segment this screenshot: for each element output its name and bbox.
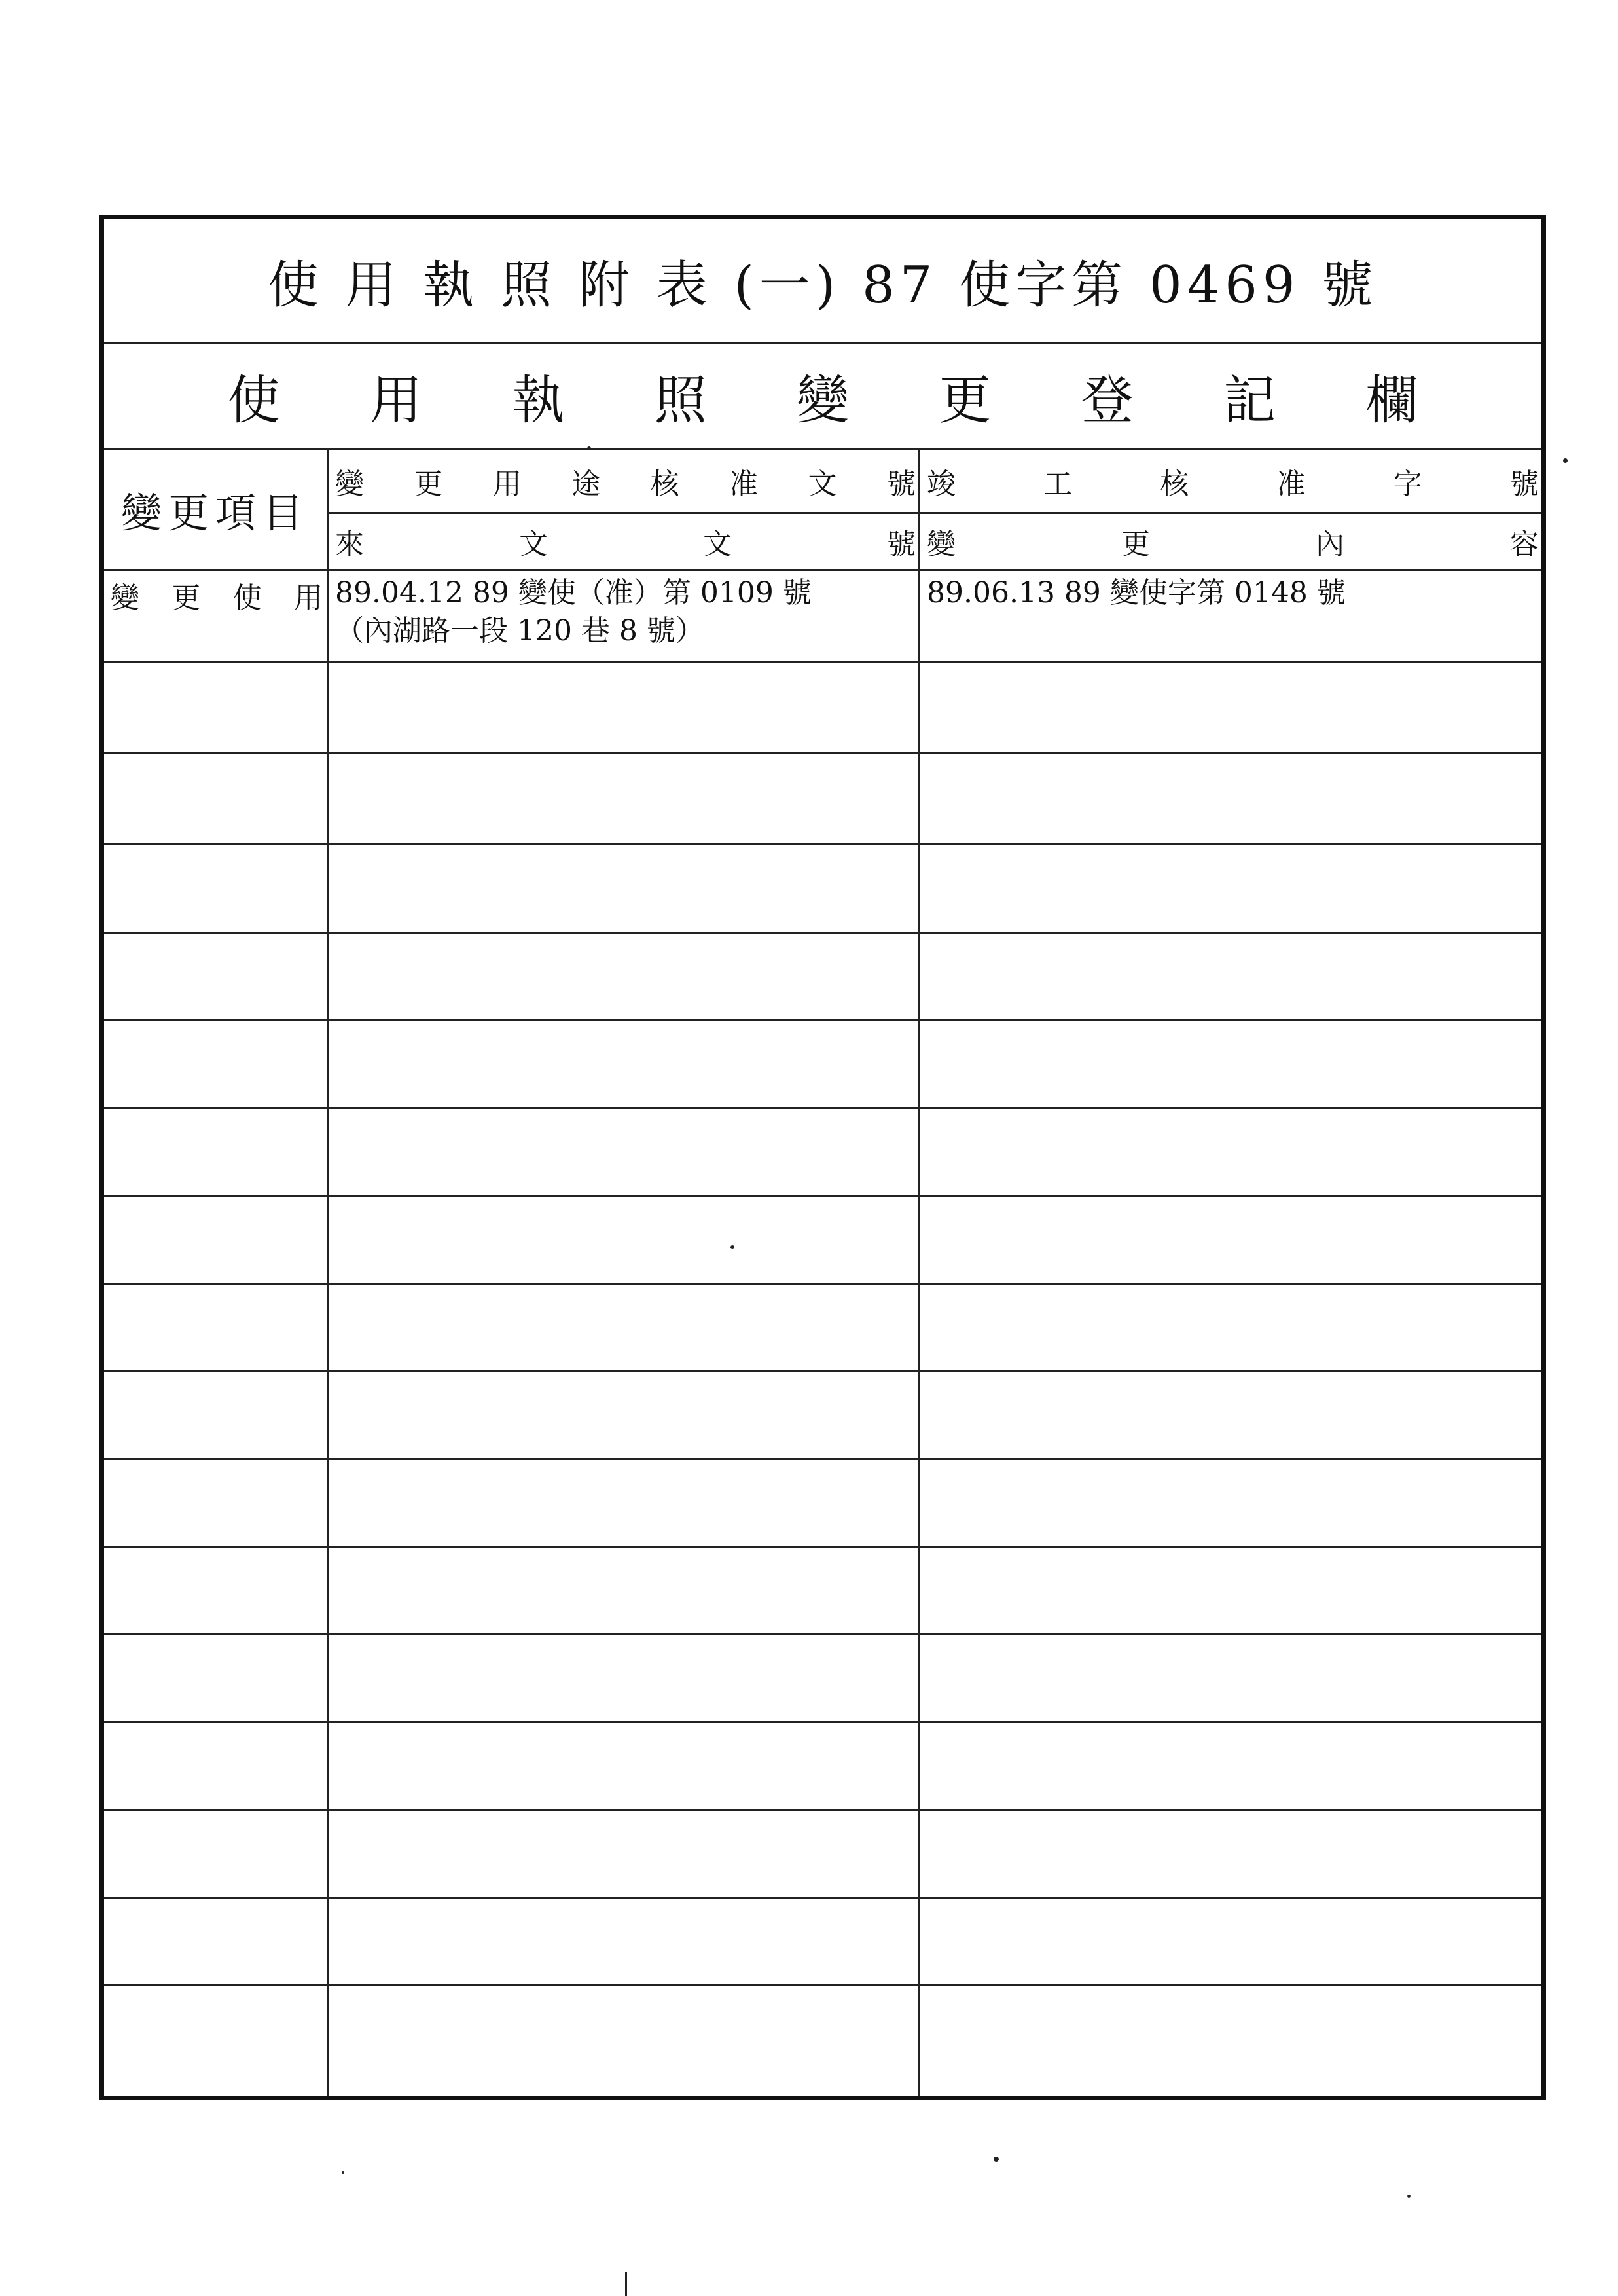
header-char: 容 <box>1510 528 1539 561</box>
header-incoming-doc <box>329 514 918 569</box>
scan-mark <box>625 2272 627 2296</box>
header-char: 工 <box>1043 467 1073 501</box>
header-char: 准 <box>729 467 759 501</box>
row-divider <box>104 1019 1541 1021</box>
row-divider <box>104 1897 1541 1899</box>
row-divider <box>104 843 1541 845</box>
header-char: 字 <box>1393 467 1422 501</box>
header-char: 號 <box>887 528 916 561</box>
row-divider <box>104 1370 1541 1372</box>
row-usage-approval <box>329 574 918 659</box>
header-usage-approval <box>329 450 918 512</box>
scan-speck <box>342 2171 344 2174</box>
form-title-row <box>104 219 1541 344</box>
header-char: 准 <box>1276 467 1306 501</box>
row-divider <box>104 1283 1541 1285</box>
subtitle-char: 欄 <box>1365 370 1418 431</box>
subtitle-char: 執 <box>512 370 565 431</box>
row-divider <box>104 1107 1541 1109</box>
header-bottom-divider <box>104 569 1541 571</box>
row-divider <box>104 1546 1541 1548</box>
header-char: 文 <box>519 528 548 561</box>
subtitle-char: 更 <box>939 370 992 431</box>
header-char: 變 <box>335 467 364 501</box>
header-char: 竣 <box>927 467 956 501</box>
scan-speck <box>1407 2195 1411 2198</box>
row-divider <box>104 1458 1541 1460</box>
row-divider <box>104 1633 1541 1635</box>
row-item <box>104 574 325 613</box>
row-divider <box>104 1984 1541 1986</box>
item-char: 更 <box>171 581 201 615</box>
subtitle-char: 記 <box>1223 370 1276 431</box>
header-char: 用 <box>492 467 522 501</box>
change-registry-table <box>104 450 1541 2096</box>
header-char: 內 <box>1316 528 1344 561</box>
row-divider <box>104 1721 1541 1723</box>
header-change-item: 變更項目 <box>120 488 310 537</box>
header-char: 核 <box>650 467 679 501</box>
header-char: 核 <box>1160 467 1189 501</box>
scan-speck <box>1563 458 1568 463</box>
subtitle-char: 使 <box>227 370 280 431</box>
header-char: 更 <box>1121 528 1150 561</box>
scan-speck <box>730 1245 734 1249</box>
column-divider <box>327 450 329 2096</box>
form-subtitle-row <box>104 344 1541 450</box>
header-char: 號 <box>886 467 916 501</box>
header-char: 文 <box>703 528 732 561</box>
subtitle-char: 變 <box>796 370 849 431</box>
column-divider <box>918 450 920 2096</box>
license-form-frame <box>99 215 1546 2100</box>
subtitle-char: 照 <box>654 370 707 431</box>
header-char: 更 <box>414 467 443 501</box>
header-completion-approval <box>920 450 1541 512</box>
row-divider <box>104 1809 1541 1811</box>
subtitle-char: 登 <box>1081 370 1134 431</box>
item-char: 變 <box>111 581 139 615</box>
row-divider <box>104 932 1541 934</box>
row-completion-approval <box>920 574 1541 659</box>
row-divider <box>104 752 1541 754</box>
usage-approval-line: 89.04.12 89 變使（准）第 0109 號 <box>335 576 812 610</box>
header-char: 號 <box>1509 467 1539 501</box>
header-char: 變 <box>927 528 956 561</box>
item-char: 使 <box>232 581 262 615</box>
scan-speck <box>587 446 591 450</box>
form-title: 使 用 執 照 附 表 (一) 87 使字第 0469 號 <box>267 255 1378 315</box>
header-char: 文 <box>808 467 837 501</box>
completion-approval-line: 89.06.13 89 變使字第 0148 號 <box>927 576 1346 610</box>
row-divider <box>104 1195 1541 1197</box>
header-change-content <box>920 514 1541 569</box>
scan-speck <box>994 2157 999 2162</box>
item-char: 用 <box>293 581 323 615</box>
subtitle-char: 用 <box>369 370 422 431</box>
header-char: 來 <box>335 528 364 561</box>
row-divider <box>104 661 1541 663</box>
usage-address-line: （內湖路一段 120 巷 8 號） <box>335 614 704 647</box>
header-char: 途 <box>571 467 601 501</box>
